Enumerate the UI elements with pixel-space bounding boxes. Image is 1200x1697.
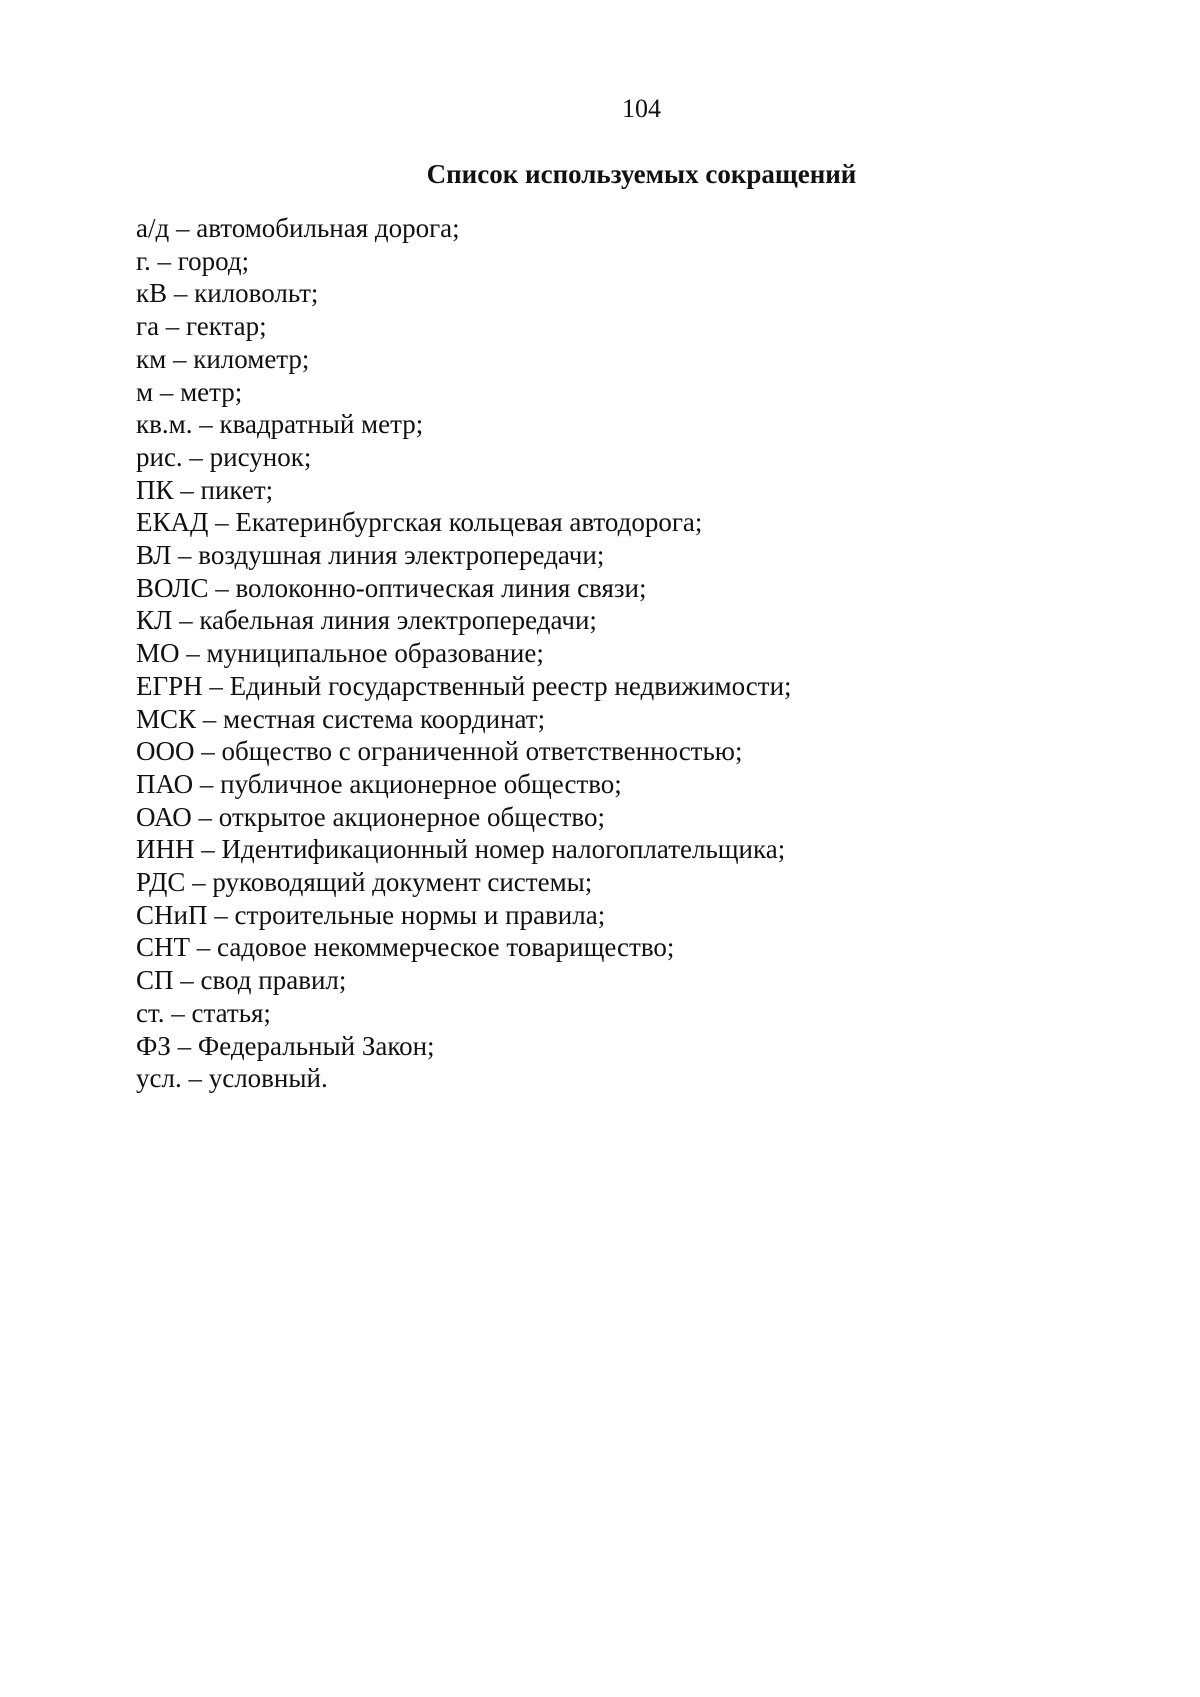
list-item: а/д – автомобильная дорога; — [136, 213, 460, 243]
list-item: км – километр; — [136, 343, 310, 374]
list-item: МО – муниципальное образование; — [136, 638, 544, 669]
list-item: СНТ – садовое некоммерческое товарищество; — [136, 932, 675, 963]
list-item: ПАО – публичное акционерное общество; — [136, 768, 622, 799]
list-item: ООО – общество с ограниченной ответственностью; — [136, 736, 743, 767]
list-item: ОАО – открытое акционерное общество; — [136, 801, 605, 832]
list-item: усл. – условный. — [136, 1063, 328, 1094]
list-item: СНиП – строительные нормы и правила; — [136, 899, 606, 930]
list-item: кВ – киловольт; — [136, 278, 319, 309]
list-item: рис. – рисунок; — [136, 441, 312, 472]
page-title: Список используемых сокращений — [426, 159, 857, 189]
list-item: ФЗ – Федеральный Закон; — [136, 1030, 435, 1061]
list-item: ЕГРН – Единый государственный реестр недвижимости; — [136, 670, 792, 701]
list-item: ИНН – Идентификационный номер налогоплательщика; — [136, 834, 786, 865]
list-item: г. – город; — [136, 245, 250, 276]
list-item: МСК – местная система координат; — [136, 703, 546, 734]
list-item: ВЛ – воздушная линия электропередачи; — [136, 540, 605, 571]
list-item: га – гектар; — [136, 311, 267, 342]
abbreviation-list — [136, 212, 792, 1095]
list-item: кв.м. – квадратный метр; — [136, 409, 424, 440]
list-item: м – метр; — [136, 376, 243, 407]
list-item: ВОЛС – волоконно-оптическая линия связи; — [136, 572, 647, 603]
page-number: 104 — [622, 94, 661, 123]
list-item: ст. – статья; — [136, 997, 271, 1028]
list-item: РДС – руководящий документ системы; — [136, 867, 593, 898]
list-item: СП – свод правил; — [136, 965, 347, 996]
list-item: ЕКАД – Екатеринбургская кольцевая автодорога; — [136, 507, 703, 538]
list-item: ПК – пикет; — [136, 474, 274, 505]
list-item: КЛ – кабельная линия электропередачи; — [136, 605, 597, 636]
